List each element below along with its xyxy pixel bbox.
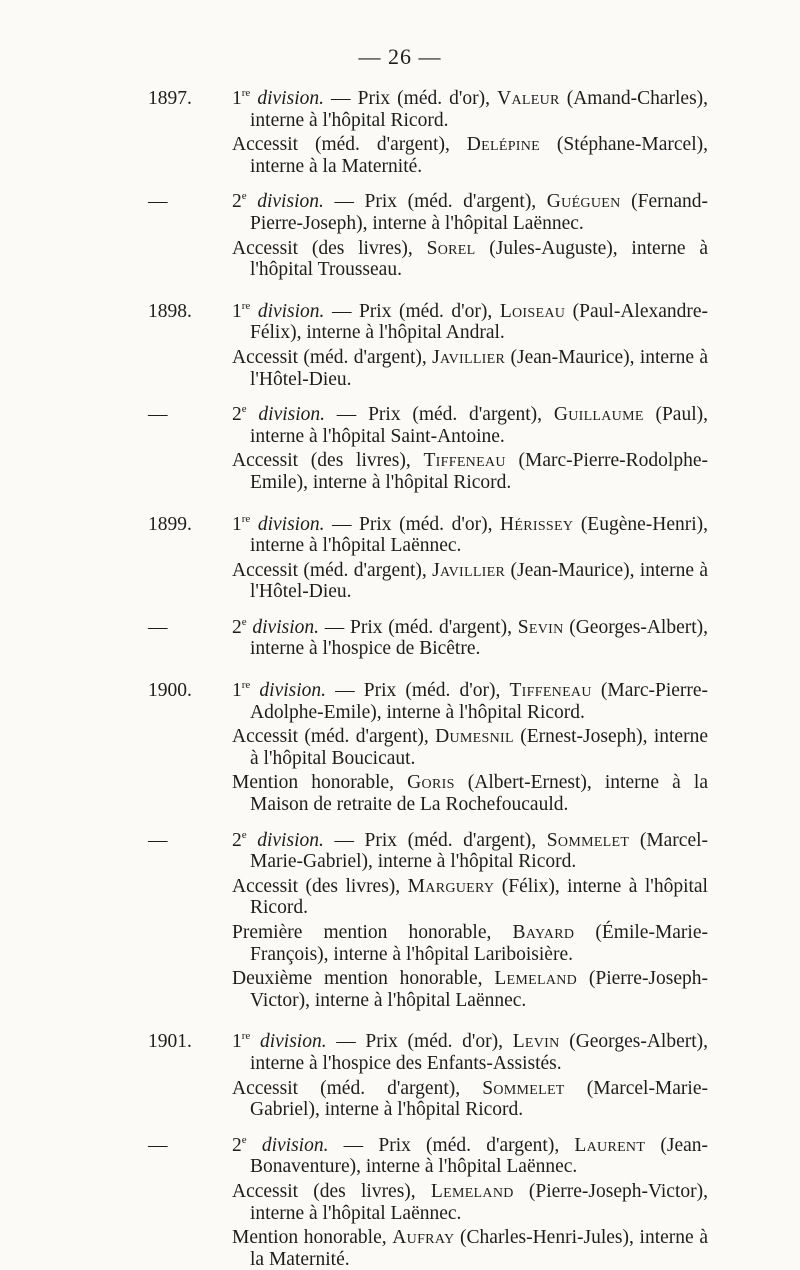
- entry-label: [148, 404, 232, 493]
- entry-row: [148, 1031, 708, 1120]
- laureate-name: Loiseau: [499, 300, 566, 322]
- entry-label: [148, 680, 232, 816]
- entry-label: [148, 514, 232, 603]
- laureate-details: (Émile-Marie-François), interne à l'hôpital Lariboisière.: [250, 922, 708, 965]
- laureate-name: Marguery: [407, 875, 495, 897]
- laureate-details: (Paul-Alexandre-Félix), interne à l'hôpital Andral.: [250, 300, 709, 344]
- laureate-details: (Eugène-Henri), interne à l'hôpital Laënnec.: [250, 513, 709, 557]
- laureate-details: (Marcel-Marie-Gabriel), interne à l'hôpital Ricord.: [250, 1077, 708, 1121]
- laureate-name: Dumesnil: [435, 726, 514, 748]
- award-line: [232, 968, 708, 1011]
- division-ordinal-suffix: re: [241, 679, 251, 692]
- laureate-name: Delépine: [466, 134, 541, 156]
- entry-label: [148, 1135, 232, 1270]
- award-line: [232, 347, 708, 390]
- entry-row: [148, 617, 708, 660]
- award-line: [232, 134, 708, 177]
- year-label: 1899.: [148, 513, 192, 535]
- laureate-name: Laurent: [574, 1134, 646, 1156]
- laureate-name: Sevin: [517, 616, 564, 638]
- prize-text: — Prix (méd. d'or),: [336, 1031, 504, 1053]
- division-name: division.: [258, 404, 326, 426]
- entry-label: [148, 88, 232, 177]
- award-line: [232, 238, 708, 281]
- laureate-details: (Félix), interne à l'hôpital Ricord.: [250, 875, 708, 919]
- division-ordinal: 2: [232, 1134, 242, 1156]
- award-line: [232, 876, 708, 919]
- prize-text: — Prix (méd. d'argent),: [336, 404, 543, 426]
- award-line: [232, 450, 708, 493]
- award-text: Accessit (méd. d'argent),: [232, 559, 433, 581]
- entry-content: [232, 514, 708, 603]
- laureate-details: (Georges-Albert), interne à l'hospice de Bicêtre.: [250, 616, 709, 660]
- entry-content: [232, 1135, 708, 1270]
- award-line: [232, 560, 708, 603]
- award-text: Mention honorable,: [232, 772, 408, 794]
- prize-text: — Prix (méd. d'or),: [331, 88, 491, 109]
- laureate-name: Lemeland: [494, 968, 578, 990]
- year-label: 1898.: [148, 300, 192, 322]
- entry-content: [232, 617, 708, 660]
- division-name: division.: [259, 680, 327, 702]
- division-name: division.: [259, 1031, 327, 1053]
- laureate-details: (Charles-Henri-Jules), interne à la Maternité.: [250, 1227, 709, 1270]
- laureate-details: (Ernest-Joseph), interne à l'hôpital Boucicaut.: [250, 726, 708, 769]
- entry-row: [148, 1135, 708, 1270]
- award-line: [232, 1078, 708, 1121]
- award-line: [232, 922, 708, 965]
- division-ordinal-suffix: e: [241, 828, 247, 841]
- laureate-name: Guillaume: [553, 404, 644, 426]
- laureate-name: Sorel: [426, 237, 476, 259]
- prize-text: — Prix (méd. d'argent),: [334, 829, 537, 851]
- division-ordinal-suffix: re: [241, 299, 251, 312]
- prize-line: [232, 1031, 708, 1074]
- laureate-details: (Marc-Pierre-Rodolphe-Emile), interne à l'hôpital Ricord.: [250, 450, 708, 493]
- division-ordinal-suffix: e: [241, 403, 247, 416]
- award-text: Accessit (méd. d'argent),: [232, 134, 467, 156]
- laureate-name: Javillier: [432, 346, 506, 368]
- laureate-name: Bayard: [512, 922, 575, 943]
- division-name: division.: [257, 829, 324, 851]
- laureate-details: (Georges-Albert), interne à l'hospice des Enfants-Assistés.: [250, 1031, 708, 1074]
- prize-text: — Prix (méd. d'or),: [332, 513, 493, 535]
- laureate-details: (Pierre-Joseph-Victor), interne à l'hôpital Laënnec.: [250, 968, 709, 1011]
- division-name: division.: [261, 1134, 329, 1156]
- laureate-name: Aufray: [392, 1227, 455, 1249]
- division-name: division.: [257, 191, 324, 213]
- division-name: division.: [257, 300, 325, 322]
- year-label: 1900.: [148, 680, 192, 702]
- division-name: division.: [257, 88, 324, 109]
- laureate-details: (Paul), interne à l'hôpital Saint-Antoine.: [250, 404, 708, 447]
- prize-line: [232, 88, 708, 131]
- entry-row: [148, 830, 708, 1012]
- laureate-details: (Fernand-Pierre-Joseph), interne à l'hôpital Laënnec.: [250, 191, 708, 234]
- laureate-name: Lemeland: [430, 1180, 514, 1202]
- award-line: [232, 1227, 708, 1270]
- prize-line: [232, 617, 708, 660]
- laureate-details: (Jean-Bonaventure), interne à l'hôpital Laënnec.: [250, 1134, 709, 1178]
- division-ordinal: 2: [232, 616, 242, 638]
- entry-content: [232, 88, 708, 177]
- division-ordinal: 2: [232, 829, 242, 851]
- year-label: 1897.: [148, 88, 192, 109]
- division-ordinal: 1: [232, 680, 242, 702]
- prize-line: [232, 830, 708, 873]
- award-text: Accessit (des livres),: [232, 450, 424, 472]
- award-text: Accessit (des livres),: [232, 237, 427, 259]
- prize-text: — Prix (méd. d'or),: [331, 300, 493, 322]
- entry-label: [148, 617, 232, 660]
- entry-row: [148, 88, 708, 177]
- laureate-name: Goris: [407, 772, 455, 794]
- prize-line: [232, 514, 708, 557]
- prize-line: [232, 1135, 708, 1178]
- prize-text: — Prix (méd. d'argent),: [343, 1134, 560, 1156]
- prize-line: [232, 680, 708, 723]
- page-number: — 26 —: [358, 44, 442, 69]
- prize-line: [232, 404, 708, 447]
- entry-row: [148, 680, 708, 816]
- award-text: Mention honorable,: [232, 1227, 393, 1249]
- division-ordinal-suffix: e: [241, 190, 247, 203]
- division-ordinal-suffix: re: [241, 1030, 251, 1043]
- division-name: division.: [257, 513, 325, 535]
- laureate-name: Guéguen: [546, 191, 621, 213]
- laureate-details: (Jean-Maurice), interne à l'Hôtel-Dieu.: [250, 346, 708, 390]
- award-line: [232, 726, 708, 769]
- division-ordinal: 1: [232, 513, 242, 535]
- entry-label: [148, 830, 232, 1012]
- entry-content: [232, 191, 708, 280]
- laureate-details: (Stéphane-Marcel), interne à la Maternité.: [250, 134, 708, 177]
- entry-label: [148, 301, 232, 390]
- laureate-name: Tiffeneau: [423, 450, 506, 472]
- laureate-details: (Amand-Charles), interne à l'hôpital Ricord.: [250, 88, 709, 131]
- laureate-details: (Marcel-Marie-Gabriel), interne à l'hôpital Ricord.: [250, 829, 709, 873]
- laureate-details: (Jean-Maurice), interne à l'Hôtel-Dieu.: [250, 559, 708, 603]
- entry-content: [232, 301, 708, 390]
- year-label: 1901.: [148, 1031, 192, 1053]
- entry-content: [232, 830, 708, 1012]
- division-ordinal-suffix: re: [241, 87, 251, 99]
- laureate-name: Sommelet: [546, 829, 630, 851]
- division-name: division.: [252, 616, 320, 638]
- prize-text: — Prix (méd. d'argent),: [324, 616, 512, 638]
- division-ordinal-suffix: re: [241, 512, 251, 525]
- entry-row: [148, 514, 708, 603]
- entry-content: [232, 680, 708, 816]
- laureate-details: (Pierre-Joseph-Victor), interne à l'hôpital Laënnec.: [250, 1180, 708, 1224]
- year-label: —: [148, 616, 168, 638]
- year-label: —: [148, 404, 168, 426]
- laureate-details: (Marc-Pierre-Adolphe-Emile), interne à l'hôpital Ricord.: [250, 680, 709, 723]
- prize-text: — Prix (méd. d'or),: [335, 680, 501, 702]
- laureate-name: Levin: [512, 1031, 560, 1053]
- laureate-name: Sommelet: [482, 1077, 565, 1099]
- entry-content: [232, 1031, 708, 1120]
- entry-row: [148, 191, 708, 280]
- division-ordinal: 1: [232, 300, 242, 322]
- entry-content: [232, 404, 708, 493]
- year-label: —: [148, 191, 168, 213]
- year-label: —: [148, 1134, 168, 1156]
- division-ordinal-suffix: e: [241, 615, 247, 628]
- division-ordinal: 1: [232, 88, 242, 109]
- prize-line: [232, 301, 708, 344]
- award-line: [232, 1181, 708, 1224]
- laureate-details: (Albert-Ernest), interne à la Maison de retraite de La Rochefoucauld.: [250, 772, 708, 816]
- division-ordinal-suffix: e: [241, 1133, 247, 1146]
- laureate-name: Hérissey: [500, 513, 574, 535]
- prize-list: [148, 88, 708, 1270]
- division-ordinal: 2: [232, 404, 242, 426]
- laureate-name: Javillier: [432, 559, 506, 581]
- division-ordinal: 2: [232, 191, 242, 213]
- entry-label: [148, 1031, 232, 1120]
- entry-row: [148, 301, 708, 390]
- year-label: —: [148, 829, 168, 851]
- laureate-name: Tiffeneau: [509, 680, 592, 702]
- prize-text: — Prix (méd. d'argent),: [334, 191, 537, 213]
- laureate-name: Valeur: [497, 88, 560, 109]
- division-ordinal: 1: [232, 1031, 242, 1053]
- entry-label: [148, 191, 232, 280]
- prize-line: [232, 191, 708, 234]
- award-text: Accessit (méd. d'argent),: [232, 346, 433, 368]
- award-text: Deuxième mention honorable,: [232, 968, 495, 990]
- laureate-details: (Jules-Auguste), interne à l'hôpital Trousseau.: [250, 237, 708, 281]
- award-text: Accessit (des livres),: [232, 875, 408, 897]
- award-text: Première mention honorable,: [232, 922, 513, 943]
- award-text: Accessit (méd. d'argent),: [232, 1077, 483, 1099]
- award-text: Accessit (méd. d'argent),: [232, 726, 436, 748]
- award-text: Accessit (des livres),: [232, 1180, 431, 1202]
- entry-row: [148, 404, 708, 493]
- award-line: [232, 772, 708, 815]
